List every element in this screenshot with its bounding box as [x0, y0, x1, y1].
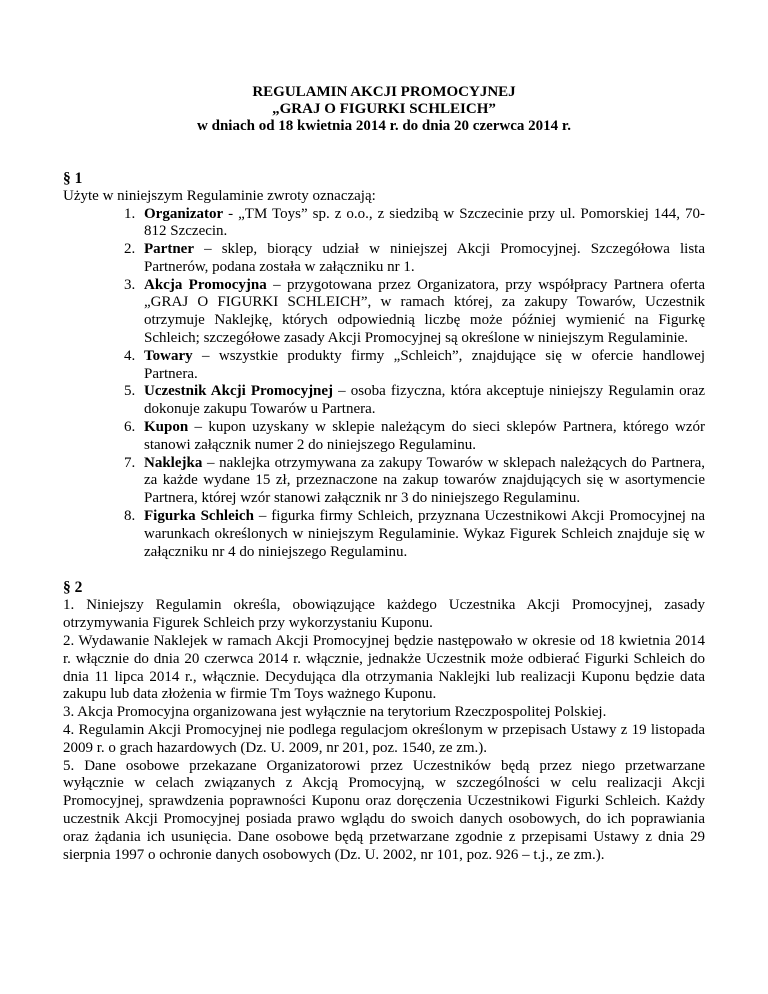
definition-term: Naklejka — [144, 454, 203, 471]
definition-term: Figurka Schleich — [144, 508, 254, 525]
section-1 — [63, 170, 705, 561]
definition-term: Kupon — [144, 419, 189, 436]
definition-term: Partner — [144, 241, 194, 258]
definition-number: 1. — [124, 205, 136, 222]
definition-item — [63, 383, 705, 419]
title-line-2: „GRAJ O FIGURKI SCHLEICH” — [272, 101, 496, 117]
definition-text: – wszystkie produkty firmy „Schleich”, znajdujące się w ofercie handlowej Partnera. — [144, 347, 705, 382]
section-2-paragraph: 2. Wydawanie Naklejek w ramach Akcji Promocyjnej będzie następowało w okresie od 18 kwietnia 2014 r. włącznie do dnia 20 czerwca 2014 r. włącznie, jednakże Uczestnik może odbierać Figurki Schleich do dnia 11 lipca 2014 r., włącznie. Decydująca dla otrzymania Naklejki lub realizacji Kuponu będzie data zakupu lub data złożenia w firmie Tm Toys ważnego Kuponu. — [63, 633, 705, 703]
section-2-paragraph: 4. Regulamin Akcji Promocyjnej nie podlega regulacjom określonym w przepisach Ustawy z 19 listopada 2009 r. o grach hazardowych (Dz. U. 2009, nr 201, poz. 1540, ze zm.). — [63, 722, 705, 756]
section-2-paragraph: 3. Akcja Promocyjna organizowana jest wyłącznie na terytorium Rzeczpospolitej Polskiej. — [63, 704, 607, 721]
definition-item — [63, 206, 705, 242]
section-2-paragraph: 5. Dane osobowe przekazane Organizatorowi przez Uczestników będą przez niego przetwarzane wyłącznie w celach związanych z Akcją Promocyjną, w szczególności w celu realizacji Akcji Promocyjnej, sprawdzenia poprawności Kuponu oraz doręczenia Uczestnikowi Figurki Schleich. Każdy uczestnik Akcji Promocyjnej posiada prawo wglądu do swoich danych osobowych, do ich poprawiania oraz żądania ich usunięcia. Dane osobowe będą przetwarzane zgodnie z przepisami Ustawy z dnia 29 sierpnia 1997 o ochronie danych osobowych (Dz. U. 2002, nr 101, poz. 926 – t.j., ze zm.). — [63, 757, 705, 863]
definition-text: – naklejka otrzymywana za zakupy Towarów w sklepach należących do Partnera, za każde wydane 15 zł, przeznaczone na zakup towarów znajdujących się w asortymencie Partnera, której wzór stanowi załącznik nr 3 do niniejszego Regulaminu. — [144, 454, 705, 507]
definition-term: Uczestnik Akcji Promocyjnej — [144, 383, 334, 400]
definition-text: – kupon uzyskany w sklepie należącym do sieci sklepów Partnera, którego wzór stanowi załącznik numer 2 do niniejszego Regulaminu. — [144, 419, 705, 453]
definition-item — [63, 277, 705, 348]
definition-number: 8. — [124, 508, 136, 525]
definition-number: 5. — [124, 383, 136, 400]
definition-number: 4. — [124, 347, 136, 364]
definition-number: 6. — [124, 419, 136, 436]
definition-number: 3. — [124, 276, 136, 293]
definition-text: – przygotowana przez Organizatora, przy współpracy Partnera oferta „GRAJ O FIGURKI SCHLEICH”, w ramach której, za zakupy Towarów, Uczestnik otrzymuje Naklejkę, których odpowiednią liczbę może później wymienić na Figurkę Schleich; szczegółowe zasady Akcji Promocyjnej są określone w niniejszym Regulaminie. — [144, 276, 706, 347]
definition-item — [63, 419, 705, 455]
title-line-3: w dniach od 18 kwietnia 2014 r. do dnia 20 czerwca 2014 r. — [197, 118, 571, 134]
definition-item — [63, 508, 705, 561]
definitions-list — [63, 206, 705, 562]
document-title — [63, 84, 705, 135]
section-2-paragraph: 1. Niniejszy Regulamin określa, obowiązujące każdego Uczestnika Akcji Promocyjnej, zasady otrzymywania Figurek Schleich przy wykorzystaniu Kuponu. — [63, 597, 705, 632]
section-2-heading: § 2 — [63, 579, 83, 597]
section-1-intro: Użyte w niniejszym Regulaminie zwroty oznaczają: — [63, 188, 376, 204]
definition-text: – osoba fizyczna, która akceptuje niniejszy Regulamin oraz dokonuje zakupu Towarów u Partnera. — [144, 383, 705, 418]
section-1-heading: § 1 — [63, 170, 83, 187]
definition-term: Organizator — [144, 205, 224, 222]
document-page — [63, 84, 705, 864]
definition-text: – sklep, biorący udział w niniejszej Akcji Promocyjnej. Szczegółowa lista Partnerów, podana została w załączniku nr 1. — [144, 241, 705, 275]
definition-term: Akcja Promocyjna — [144, 276, 267, 293]
title-line-1: REGULAMIN AKCJI PROMOCYJNEJ — [252, 84, 516, 100]
definition-text: – figurka firmy Schleich, przyznana Uczestnikowi Akcji Promocyjnej na warunkach określonych w niniejszym Regulaminie. Wykaz Figurek Schleich znajduje się w załączniku nr 4 do niniejszego Regulaminu. — [144, 508, 705, 560]
definition-number: 2. — [124, 241, 136, 258]
section-2 — [63, 579, 705, 864]
definition-text: - „TM Toys” sp. z o.o., z siedzibą w Szczecinie przy ul. Pomorskiej 144, 70-812 Szczecin. — [144, 205, 705, 240]
definition-term: Towary — [144, 347, 193, 364]
definition-item — [63, 348, 705, 384]
definition-item — [63, 455, 705, 508]
section-2-paragraphs — [63, 597, 705, 864]
definition-item — [63, 241, 705, 277]
definition-number: 7. — [124, 454, 136, 471]
